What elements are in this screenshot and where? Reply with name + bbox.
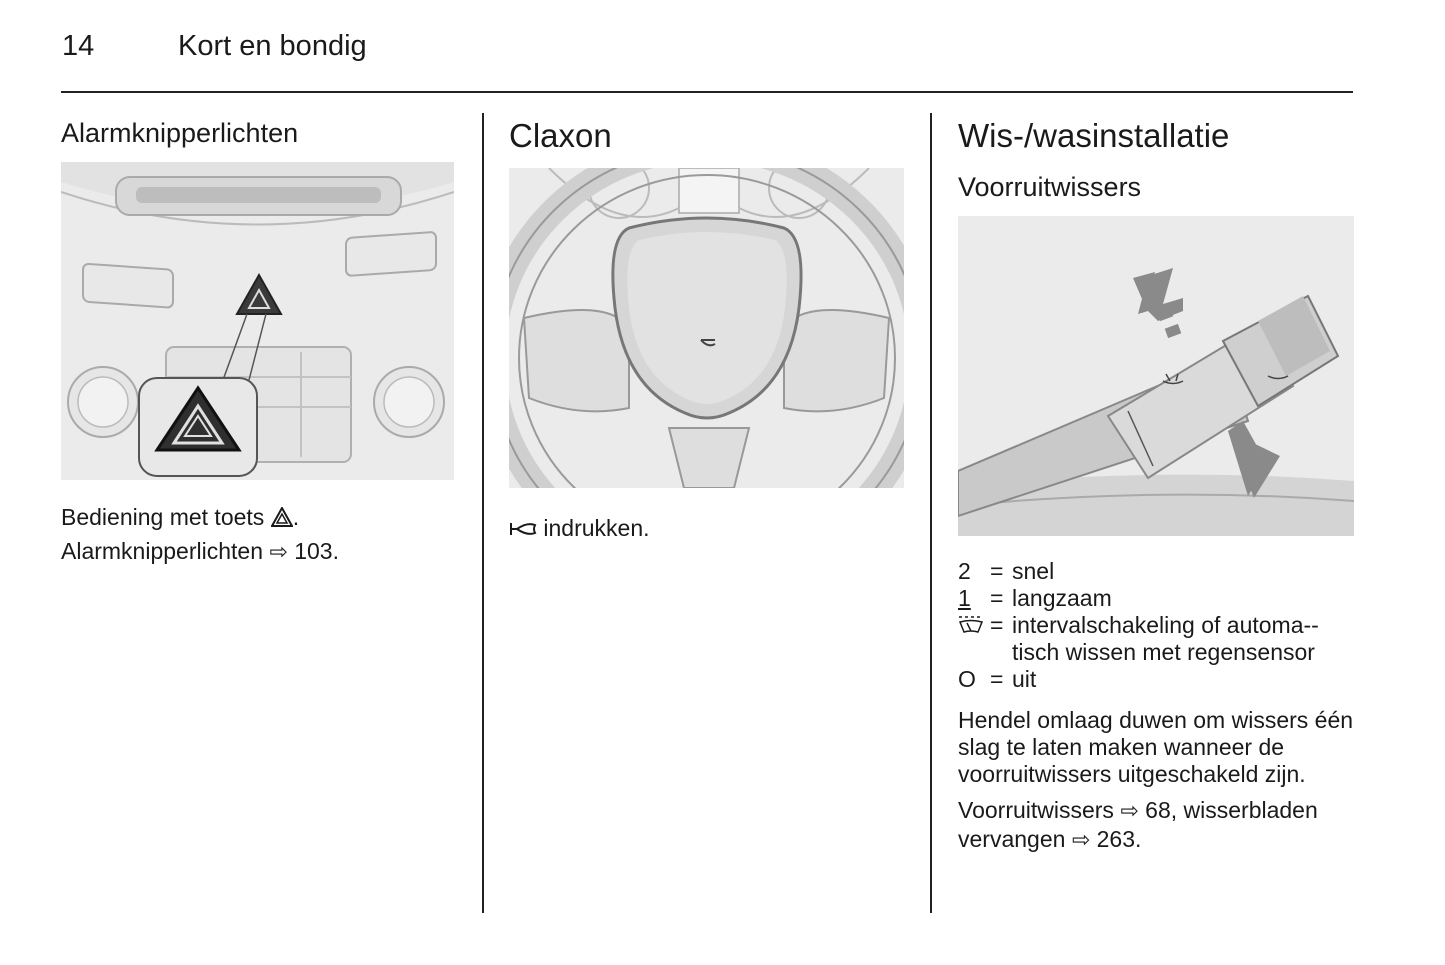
wiper-single-stroke-text: Hendel omlaag duwen om wissers één slag te laten maken wanneer de voorruitwissers uitgeschakeld zijn. <box>958 707 1354 787</box>
header-divider <box>61 91 1353 93</box>
legend-text: uit <box>1012 666 1037 692</box>
legend-symbol: 2 <box>958 558 971 584</box>
legend-symbol: O <box>958 666 976 692</box>
legend-row-fast <box>958 558 1354 585</box>
legend-row-interval <box>958 612 1354 666</box>
legend-text: intervalschakeling of automa-tisch wissen met regensensor <box>1012 612 1319 665</box>
page-ref-arrow-icon: ⇨ <box>1120 798 1139 823</box>
legend-symbol: 1 <box>958 585 971 611</box>
legend-equals: = <box>990 585 1004 611</box>
wiper-ref-label: Voorruitwissers <box>958 797 1114 823</box>
page-number: 14 <box>62 30 95 62</box>
wiper-legend <box>958 558 1354 693</box>
interval-wiper-icon <box>958 615 984 635</box>
horn-column <box>509 113 905 545</box>
hazard-lights-figure <box>61 162 454 480</box>
horn-text <box>509 511 905 545</box>
legend-equals: = <box>990 666 1004 692</box>
hazard-lights-column <box>61 113 455 569</box>
legend-symbol <box>958 612 990 666</box>
hazard-lights-heading: Alarmknipperlichten <box>61 118 299 148</box>
hazard-triangle-icon <box>271 507 293 527</box>
horn-figure <box>509 168 904 488</box>
section-title: Kort en bondig <box>178 30 367 62</box>
wiper-column <box>958 113 1354 854</box>
hazard-text-suffix: . <box>292 504 300 530</box>
legend-row-slow <box>958 585 1354 612</box>
hazard-ref-page[interactable]: 103. <box>294 538 339 564</box>
legend-row-off <box>958 666 1354 693</box>
column-divider-2 <box>930 113 932 913</box>
horn-icon <box>509 520 537 538</box>
wiper-references <box>958 796 1354 854</box>
legend-equals: = <box>990 612 1004 638</box>
column-divider-1 <box>482 113 484 913</box>
wiper-heading: Wis-/wasinstallatie <box>958 117 1230 154</box>
horn-instruction: indrukken. <box>543 515 650 541</box>
wiper-lever-figure <box>958 216 1354 536</box>
legend-equals: = <box>990 558 1004 584</box>
hazard-lights-text <box>61 500 455 569</box>
page-ref-arrow-icon: ⇨ <box>1071 827 1091 852</box>
legend-text: langzaam <box>1012 585 1112 611</box>
hazard-ref-label: Alarmknipperlichten <box>61 538 263 564</box>
windscreen-wipers-subheading: Voorruitwissers <box>958 172 1142 202</box>
wiper-ref-1[interactable]: 68, wisserbladen vervangen <box>958 797 1318 852</box>
wiper-ref-2[interactable]: 263. <box>1096 826 1142 852</box>
horn-heading: Claxon <box>509 117 612 154</box>
page-ref-arrow-icon: ⇨ <box>269 539 288 564</box>
hazard-text-prefix: Bediening met toets <box>61 504 265 530</box>
legend-text: snel <box>1012 558 1055 584</box>
